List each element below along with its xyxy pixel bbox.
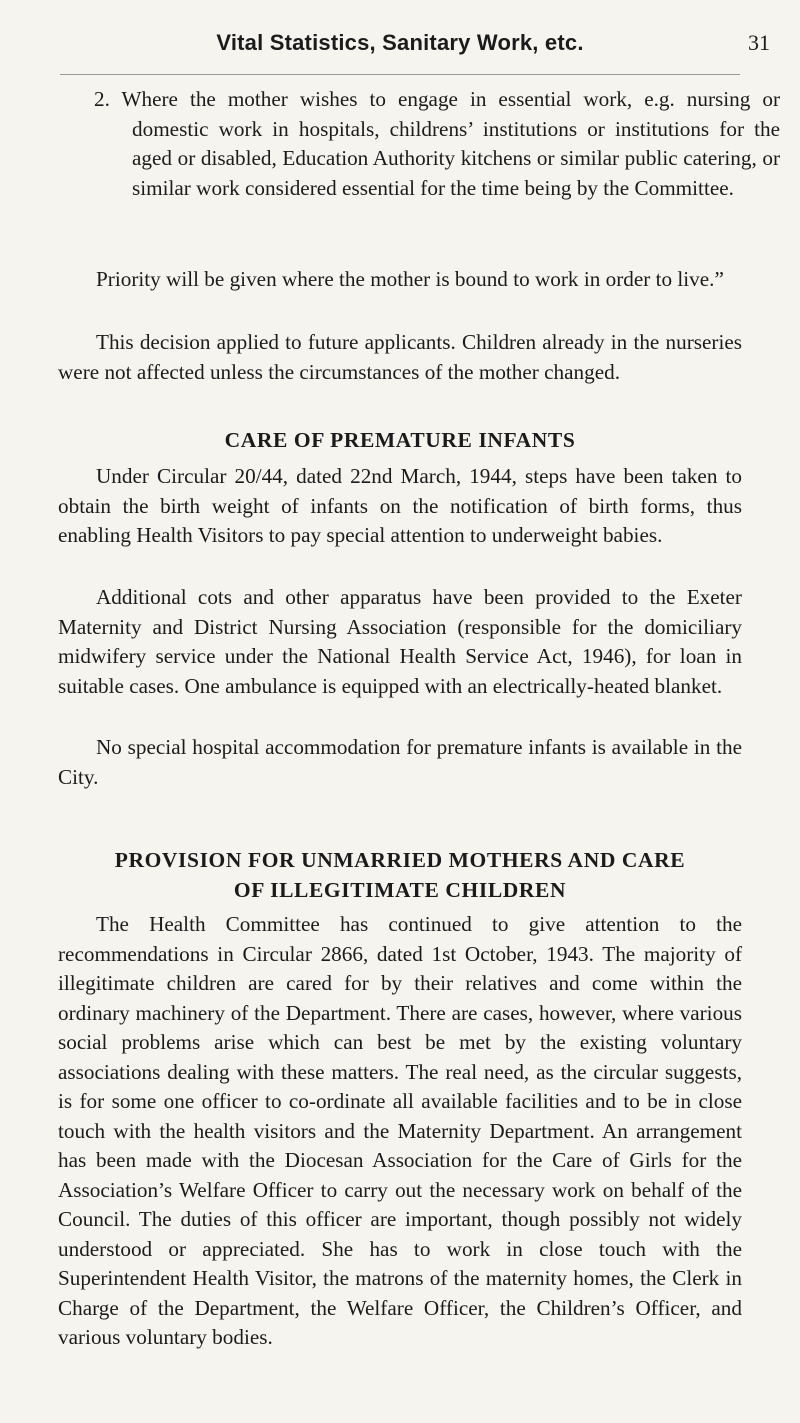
paragraph: Under Circular 20/44, dated 22nd March, 1944, steps have been taken to obtain the birth weight of infants on the notification of birth forms, thus enabling Health Visitors to pay special attention to underweight babies. bbox=[58, 464, 742, 547]
running-title: Vital Statistics, Sanitary Work, etc. bbox=[216, 30, 584, 55]
page-number: 31 bbox=[748, 30, 770, 55]
section-heading-line2: OF ILLEGITIMATE CHILDREN bbox=[233, 878, 567, 902]
paragraph: The Health Committee has continued to give attention to the recommendations in Circular 2866, dated 1st October, 1943. The majority of illegitimate children are cared for by their relatives and come within the ordinary machinery of the Department. There are cases, however, where various social problems arise which can best be met by the existing voluntary associations dealing with these matters. The real need, as the circular suggests, is for some one officer to co-ordinate all available facilities and to be in close touch with the health visitors and the Maternity Department. An arrangement has been made with the Diocesan Association for the Care of Girls for the Association’s Welfare Officer to carry out the necessary work on behalf of the Council. The duties of this officer are important, though possibly not widely understood or appreciated. She has to work in close touch with the Superintendent Health Visitor, the matrons of the maternity homes, the Clerk in Charge of the Department, the Welfare Officer, the Children’s Officer, and various voluntary bodies. bbox=[58, 912, 742, 1349]
paragraph: No special hospital accommodation for premature infants is available in the City. bbox=[58, 735, 742, 789]
paragraph: Additional cots and other apparatus have been provided to the Exeter Maternity and District Nursing Association (responsible for the domiciliary midwifery service under the National Health Service Act, 1946), for loan in suitable cases. One ambulance is equipped with an electrically-heated blanket. bbox=[58, 585, 742, 698]
list-item-2: 2. Where the mother wishes to engage in essential work, e.g. nursing or domestic work in hospitals, childrens’ institutions or institutions for the aged or disabled, Education Authority kitchens or similar public catering, or similar work considered essential for the time being by the Committee. bbox=[94, 87, 780, 200]
header-rule bbox=[60, 74, 740, 75]
section-heading-line1: PROVISION FOR UNMARRIED MOTHERS AND CARE bbox=[114, 848, 686, 872]
paragraph: This decision applied to future applicants. Children already in the nurseries were not affected unless the circumstances of the mother changed. bbox=[58, 330, 742, 384]
page-header bbox=[0, 28, 800, 68]
section-heading: CARE OF PREMATURE INFANTS bbox=[224, 428, 576, 452]
paragraph: Priority will be given where the mother is bound to work in order to live.” bbox=[96, 267, 724, 291]
